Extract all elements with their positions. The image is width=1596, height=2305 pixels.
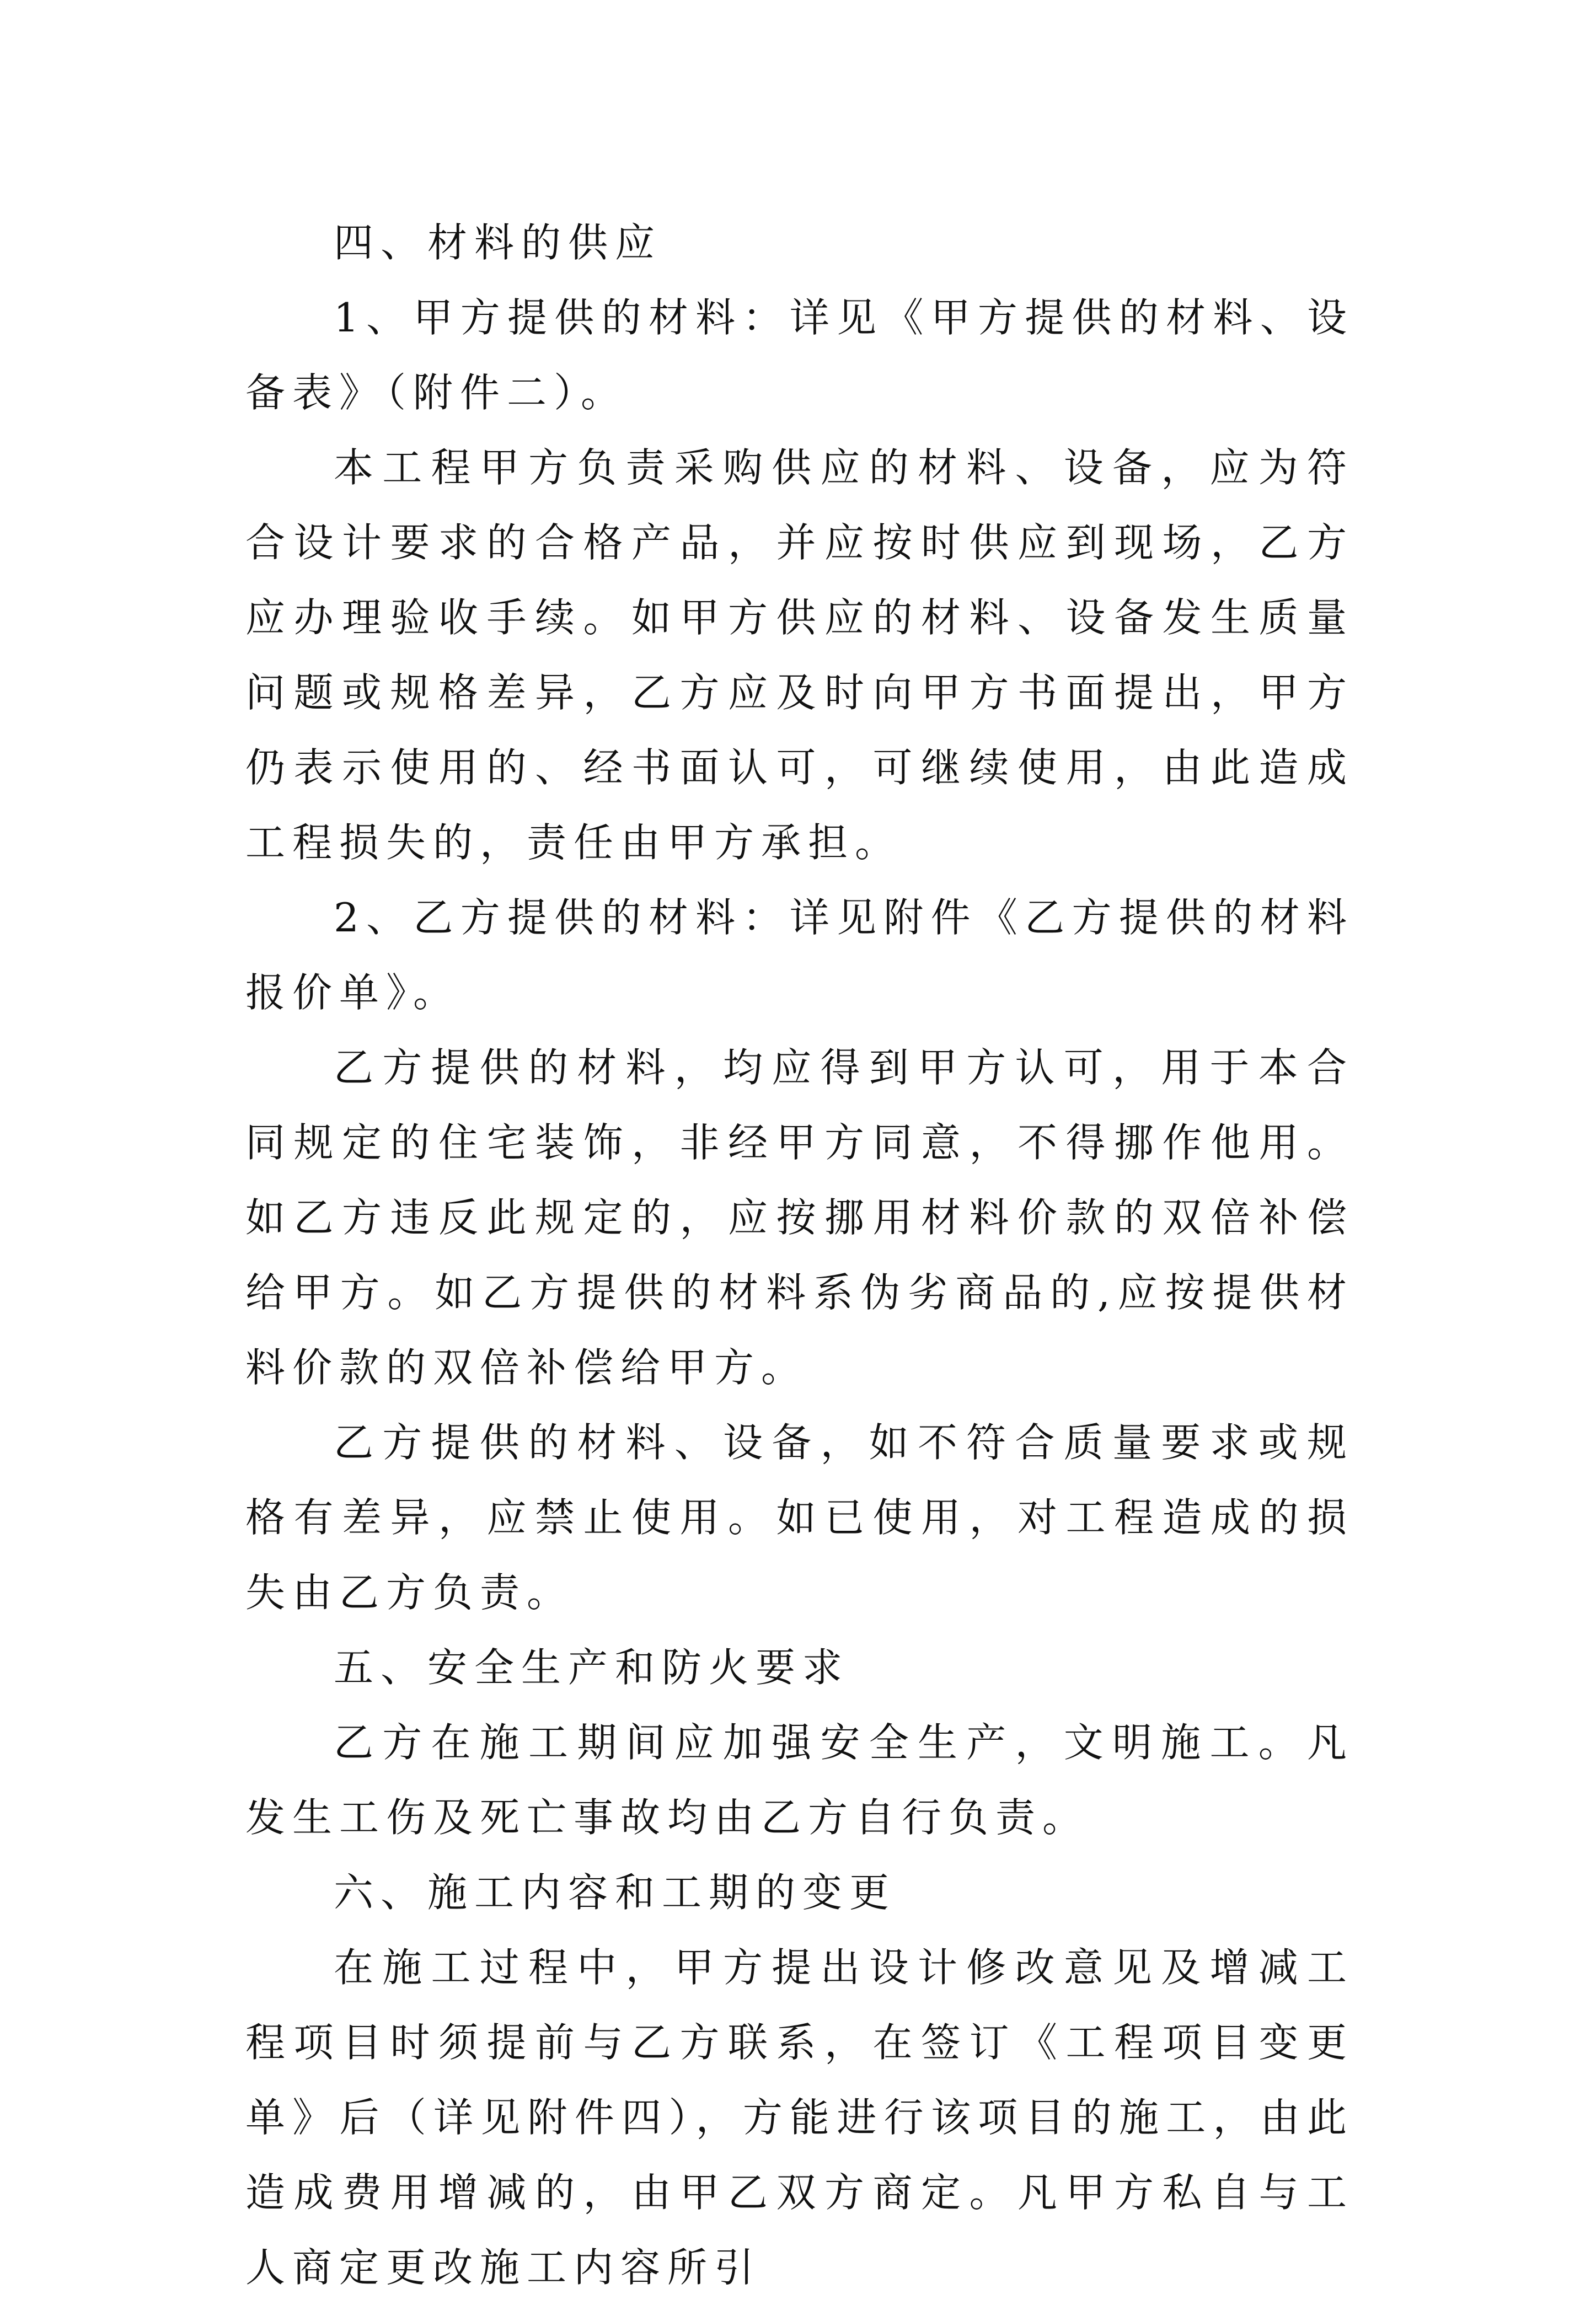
section-heading-materials-supply: 四、材料的供应 [334,219,662,266]
section-heading-safety-fire: 五、安全生产和防火要求 [334,1644,850,1691]
paragraph-safety-responsibility: 乙方在施工期间应加强安全生产，文明施工。凡发生工伤及死亡事故均由乙方自行负责。 [245,1719,1354,1841]
paragraph-party-b-materials: 2、乙方提供的材料：详见附件《乙方提供的材料报价单》。 [245,894,1354,1016]
paragraph-party-b-material-approval: 乙方提供的材料，均应得到甲方认可，用于本合同规定的住宅装饰，非经甲方同意，不得挪作他用。如乙方违反此规定的，应按挪用材料价款的双倍补偿给甲方。如乙方提供的材料系伪劣商品的,应按提供材料价款的双倍补偿给甲方。 [245,1044,1354,1391]
paragraph-change-procedure: 在施工过程中，甲方提出设计修改意见及增减工程项目时须提前与乙方联系，在签订《工程项目变更单》后（详见附件四），方能进行该项目的施工，由此造成费用增减的，由甲乙双方商定。凡甲方私自与工人商定更改施工内容所引 [245,1944,1354,2291]
section-heading-content-schedule-change: 六、施工内容和工期的变更 [334,1869,897,1916]
document-body [245,205,1354,2305]
paragraph-party-b-quality-requirements: 乙方提供的材料、设备，如不符合质量要求或规格有差异，应禁止使用。如已使用，对工程造成的损失由乙方负责。 [245,1419,1354,1616]
paragraph-party-a-supply-requirements: 本工程甲方负责采购供应的材料、设备，应为符合设计要求的合格产品，并应按时供应到现场，乙方应办理验收手续。如甲方供应的材料、设备发生质量问题或规格差异，乙方应及时向甲方书面提出，甲方仍表示使用的、经书面认可，可继续使用，由此造成工程损失的，责任由甲方承担。 [245,444,1354,866]
paragraph-party-a-materials: 1、甲方提供的材料：详见《甲方提供的材料、设备表》（附件二）。 [245,294,1354,416]
